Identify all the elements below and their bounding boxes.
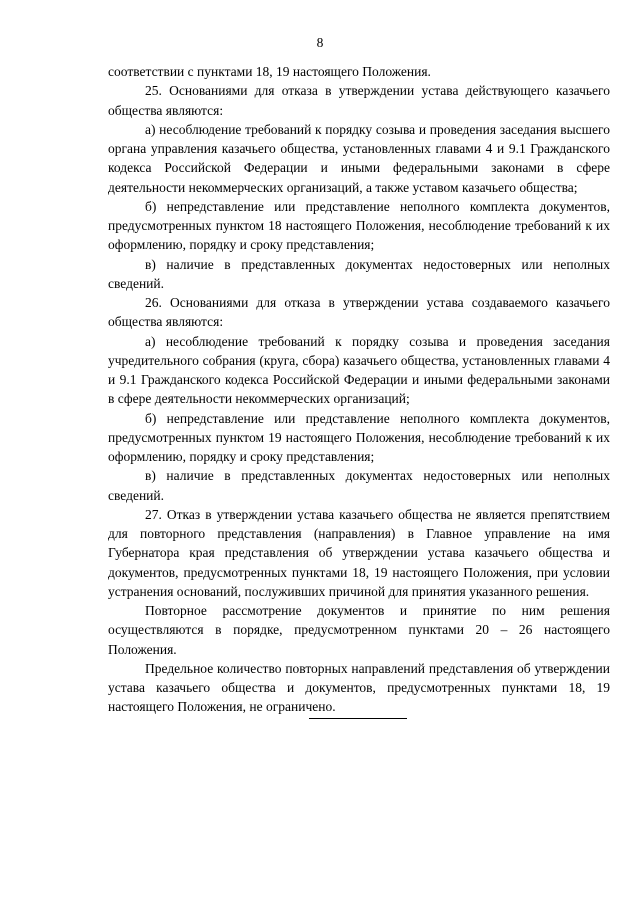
paragraph-item-26-a: а) несоблюдение требований к порядку созыва и проведения заседания учредительного собрания (круга, сбора) казачьего общества, установленных главами 4 и 9.1 Гражданского кодекса Российской Федерации и иными федеральными законами в сфере деятельности некоммерческих организаций;: [108, 333, 610, 407]
document-body: [108, 62, 610, 717]
paragraph-item-26-b: б) непредставление или представление неполного комплекта документов, предусмотренных пунктом 19 настоящего Положения, несоблюдение требований к их оформлению, порядку и сроку представления;: [108, 410, 610, 464]
paragraph-item-25-v: в) наличие в представленных документах недостоверных или неполных сведений.: [108, 256, 610, 291]
paragraph-item-25-b: б) непредставление или представление неполного комплекта документов, предусмотренных пунктом 18 настоящего Положения, несоблюдение требований к их оформлению, порядку и сроку представления;: [108, 198, 610, 253]
paragraph-repeat-review: Повторное рассмотрение документов и принятие по ним решения осуществляются в порядке, предусмотренном пунктами 20 – 26 настоящего Положения.: [108, 603, 610, 657]
paragraph-item-26-v: в) наличие в представленных документах недостоверных или неполных сведений.: [108, 468, 610, 503]
paragraph-item-25: 25. Основаниями для отказа в утверждении устава действующего казачьего общества являются:: [108, 83, 610, 118]
paragraph-continuation: соответствии с пунктами 18, 19 настоящего Положения.: [108, 64, 431, 79]
paragraph-item-26: 26. Основаниями для отказа в утверждении устава создаваемого казачьего общества являются:: [108, 295, 610, 330]
closing-divider: [309, 718, 407, 719]
paragraph-repeat-limit: Предельное количество повторных направлений представления об утверждении устава казачьего общества и документов, предусмотренных пунктами 18, 19 настоящего Положения, не ограничено.: [108, 660, 610, 715]
paragraph-item-27: 27. Отказ в утверждении устава казачьего общества не является препятствием для повторного представления (направления) в Главное управление на имя Губернатора края представления об утверждении устава казачьего общества и документов, предусмотренных пунктами 18, 19 настоящего Положения, при условии устранения оснований, послуживших причиной для принятия указанного решения.: [108, 506, 610, 599]
paragraph-item-25-a: а) несоблюдение требований к порядку созыва и проведения заседания высшего органа управления казачьего общества, установленных главами 4 и 9.1 Гражданского кодекса Российской Федерации и иными федеральными законами в сфере деятельности некоммерческих организаций, а также уставом казачьего общества;: [108, 121, 610, 195]
page-number: 8: [316, 35, 324, 50]
